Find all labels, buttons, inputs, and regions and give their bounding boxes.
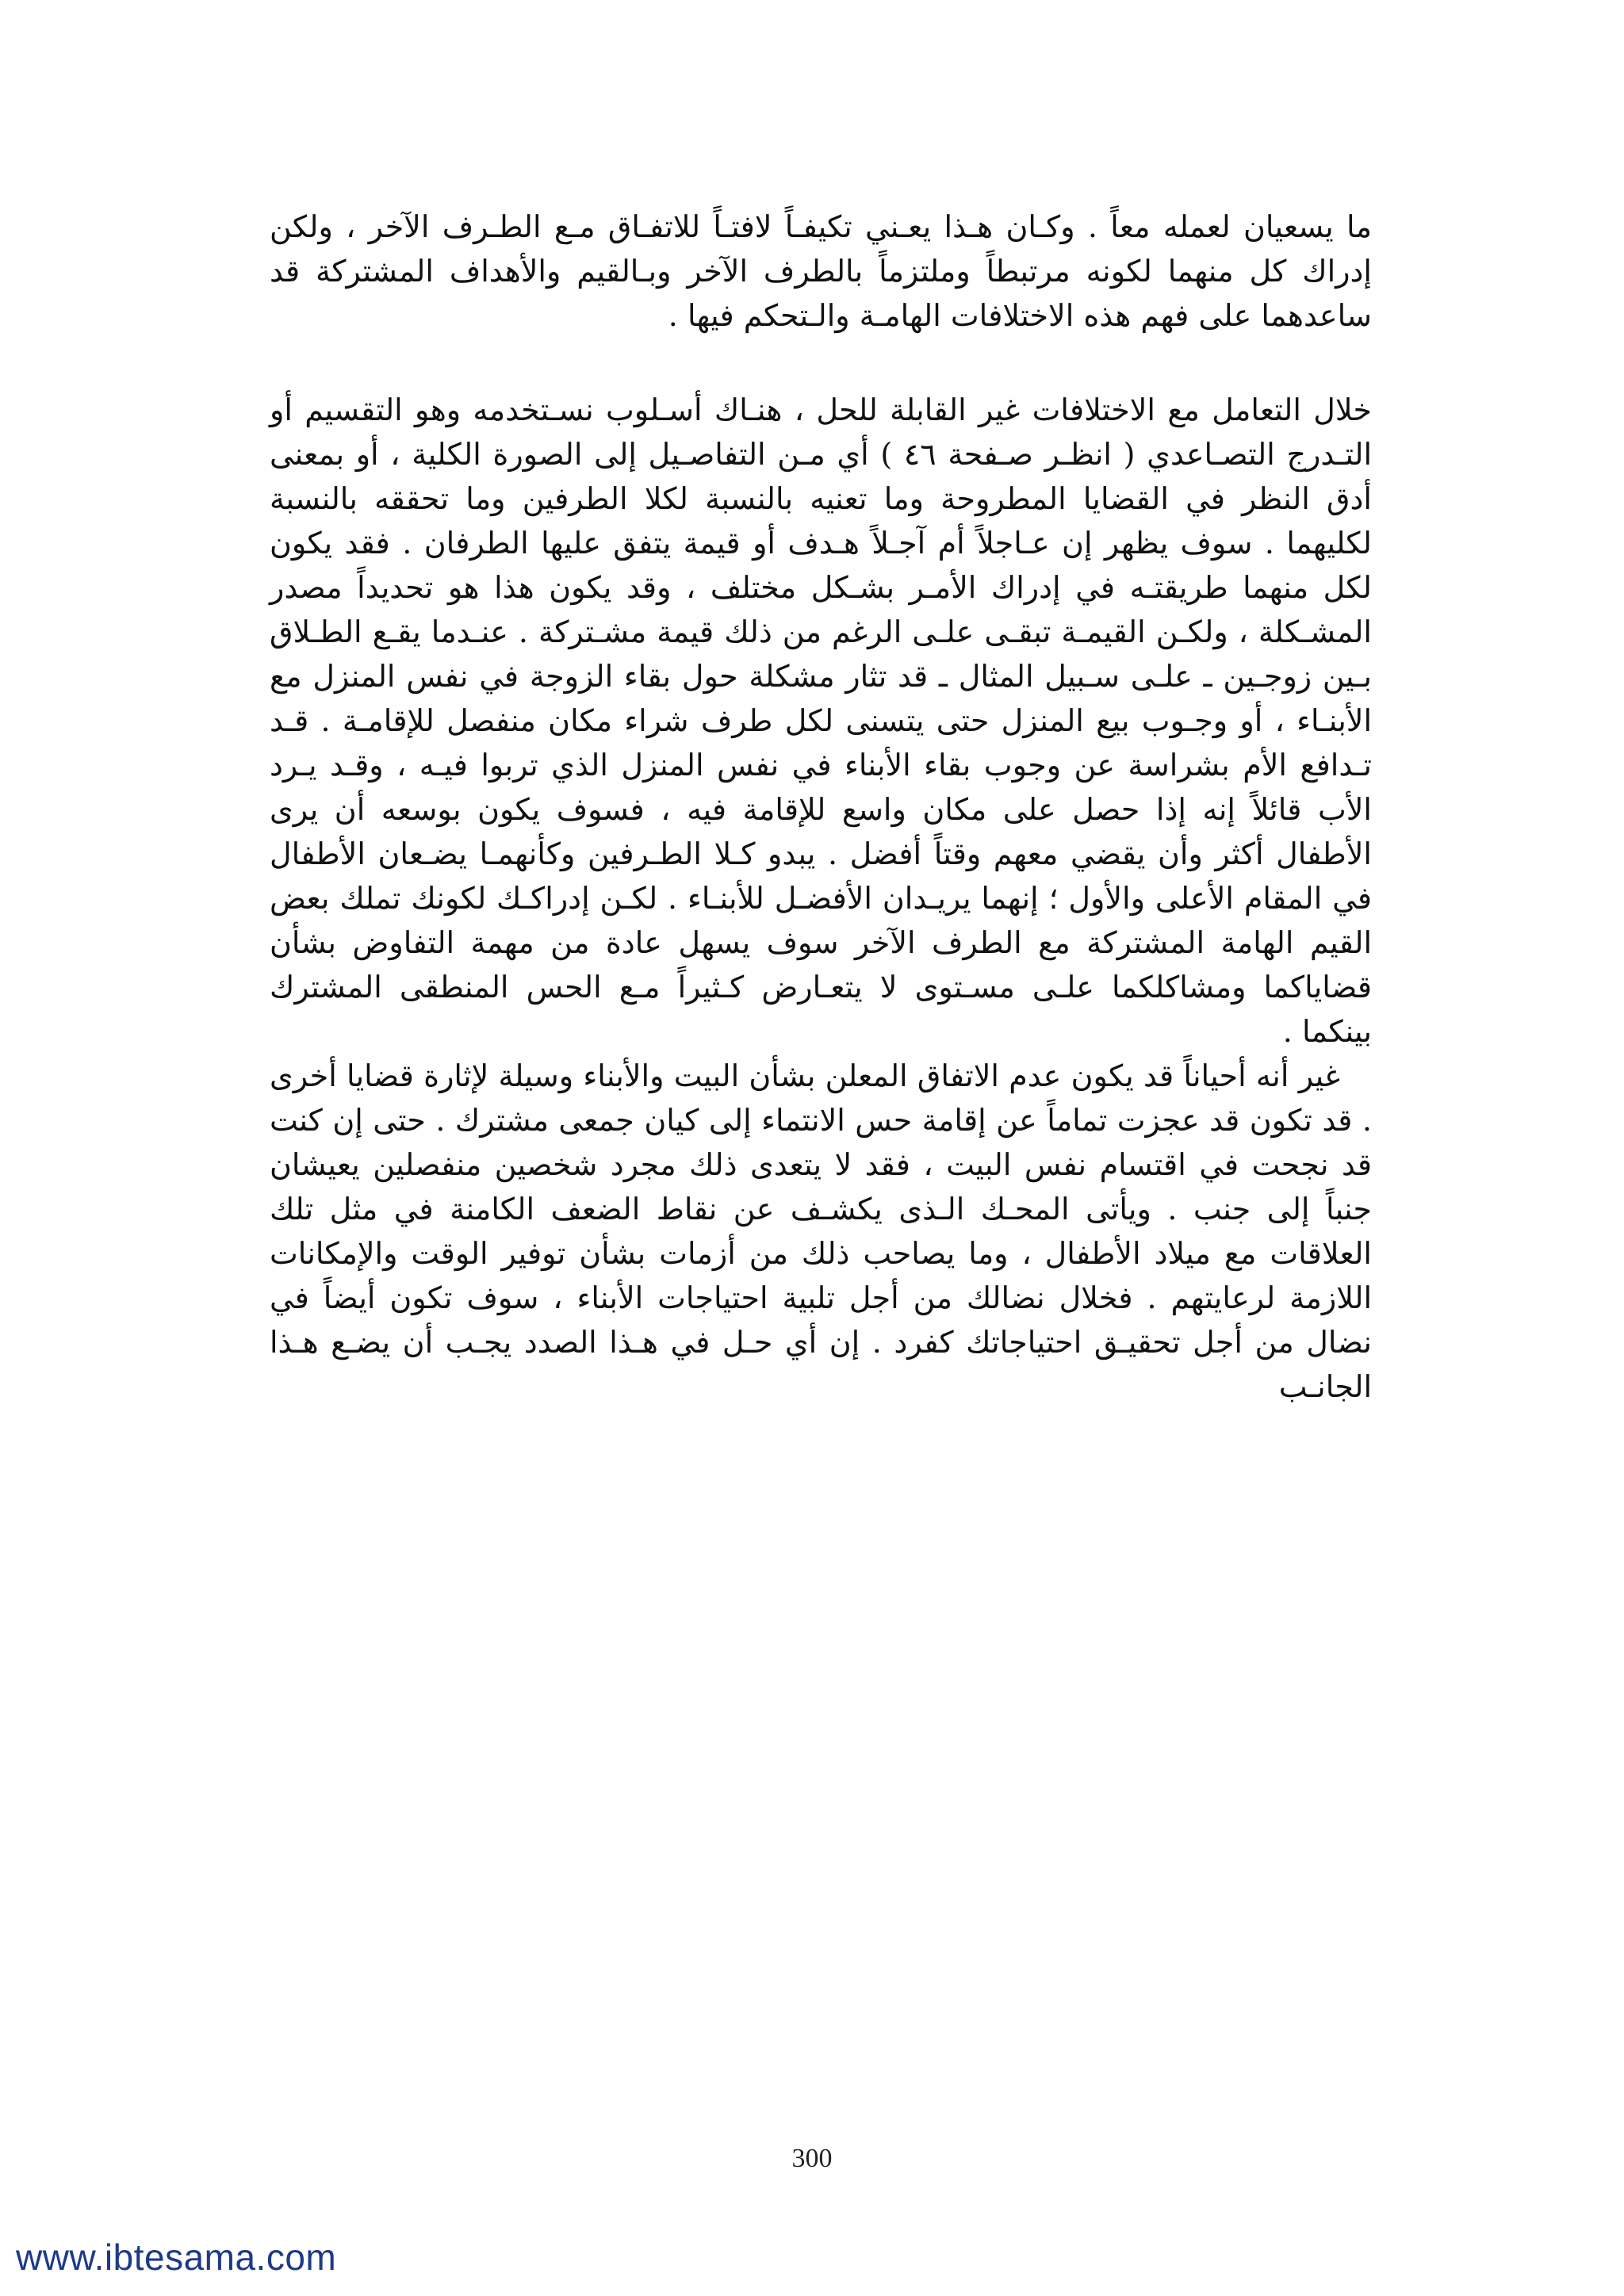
paragraph-1: ما يسعيان لعمله معاً . وكـان هـذا يعـني تكيفـاً لافتـاً للاتفـاق مـع الطـرف الآخر ، ولكن إدراك كل منهما لكونه مرتبطاً وملتزماً بالطرف الآخر وبـالقيم والأهداف المشتركة قد ساعدهما على فهم هذه الاختلافات الهامـة والـتحكم فيها . [270, 209, 1372, 333]
page-number: 300 [791, 2144, 833, 2173]
paragraph-2: خلال التعامل مع الاختلافات غير القابلة للحل ، هنـاك أسـلوب نسـتخدمه وهو التقسيم أو التـدرج التصـاعدي ( انظـر صـفحة ٤٦ ) أي مـن التفاصـيل إلى الصورة الكلية ، أو بمعنى أدق النظر في القضايا المطروحة وما تعنيه بالنسبة لكلا الطرفين وما تحققه بالنسبة لكليهما . سوف يظهر إن عـاجلاً أم آجـلاً هـدف أو قيمة يتفق عليها الطرفان . فقد يكون لكل منهما طريقتـه في إدراك الأمـر بشـكل مختلف ، وقد يكون هذا هو تحديداً مصدر المشـكلة ، ولكـن القيمـة تبقـى علـى الرغم من ذلك قيمة مشـتركة . عنـدما يقـع الطـلاق بـين زوجـين ـ علـى سـبيل المثال ـ قد تثار مشكلة حول بقاء الزوجة في نفس المنزل مع الأبنـاء ، أو وجـوب بيع المنزل حتى يتسنى لكل طرف شراء مكان منفصل للإقامـة . قـد تـدافع الأم بشراسة عن وجوب بقاء الأبناء في نفس المنزل الذي تربوا فيـه ، وقـد يـرد الأب قائلاً إنه إذا حصل على مكان واسع للإقامة فيه ، فسوف يكون بوسعه أن يرى الأطفال أكثر وأن يقضي معهم وقتاً أفضل . يبدو كـلا الطـرفين وكأنهمـا يضـعان الأطفال في المقام الأعلى والأول ؛ إنهما يريـدان الأفضـل للأبنـاء . لكـن إدراكـك لكونك تملك بعض القيم الهامة المشتركة مع الطرف الآخر سوف يسهل عادة من مهمة التفاوض بشأن قضاياكما ومشاكلكما علـى مسـتوى لا يتعـارض كـثيراً مـع الحس المنطقى المشترك بينكما . [270, 392, 1373, 1049]
paragraph-3: غير أنه أحياناً قد يكون عدم الاتفاق المعلن بشأن البيت والأبناء وسيلة لإثارة قضايا أخرى . قد تكون قد عجزت تماماً عن إقامة حس الانتماء إلى كيان جمعى مشترك . حتى إن كنت قد نجحت في اقتسام نفس البيت ، فقد لا يتعدى ذلك مجرد شخصين منفصلين يعيشان جنباً إلى جنب . ويأتى المحـك الـذى يكشـف عن نقاط الضعف الكامنة في مثل تلك العلاقات مع ميلاد الأطفال ، وما يصاحب ذلك من أزمات بشأن توفير الوقت والإمكانات اللازمة لرعايتهم . فخلال نضالك من أجل تلبية احتياجات الأبناء ، سوف تكون أيضاً في نضال من أجل تحقيـق احتياجاتك كفرد . إن أي حـل في هـذا الصدد يجـب أن يضـع هـذا الجانـب [270, 1058, 1372, 1404]
site-watermark: www.ibtesama.com [16, 2237, 337, 2278]
book-page-body [270, 205, 1372, 1409]
